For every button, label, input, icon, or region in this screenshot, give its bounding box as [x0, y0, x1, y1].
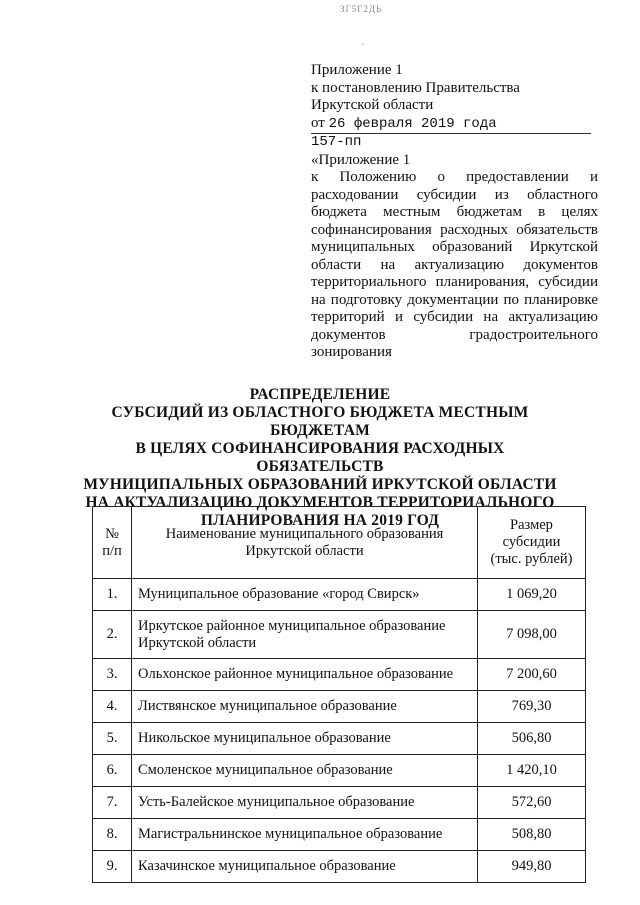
header-name-line: Иркутской области — [245, 542, 364, 559]
row-number: 6. — [93, 755, 132, 787]
row-name: Магистральнинское муниципальное образование — [132, 819, 478, 851]
row-number: 4. — [93, 691, 132, 723]
row-amount: 1 069,20 — [478, 579, 586, 611]
heading-line: СУБСИДИЙ ИЗ ОБЛАСТНОГО БЮДЖЕТА МЕСТНЫМ БЮДЖЕТАМ — [111, 404, 529, 439]
heading-line: МУНИЦИПАЛЬНЫХ ОБРАЗОВАНИЙ ИРКУТСКОЙ ОБЛАСТИ — [83, 476, 557, 493]
appendix-body-line: муниципальных образований Иркутской — [311, 239, 598, 255]
table-row — [93, 659, 586, 691]
row-number: 8. — [93, 819, 132, 851]
appendix-line-3: Иркутской области — [311, 97, 434, 113]
table-row — [93, 723, 586, 755]
table-row — [93, 691, 586, 723]
heading-line: РАСПРЕДЕЛЕНИЕ — [249, 386, 391, 403]
appendix-body-line: софинансирования расходных обязательств — [311, 221, 598, 238]
row-name: Ольхонское районное муниципальное образование — [132, 659, 478, 691]
appendix-date-line — [311, 115, 591, 135]
appendix-block — [311, 62, 598, 362]
row-amount: 7 200,60 — [478, 659, 586, 691]
appendix-number: 157-пп — [311, 134, 362, 150]
row-name: Муниципальное образование «город Свирск» — [132, 579, 478, 611]
row-amount: 506,80 — [478, 723, 586, 755]
appendix-body-line: области на актуализацию документов — [311, 256, 598, 273]
scan-dot-mark: · — [361, 40, 365, 51]
appendix-body-line: документов градостроительного — [311, 326, 598, 343]
header-amount — [478, 507, 586, 579]
row-name: Казачинское муниципальное образование — [132, 851, 478, 883]
table-row — [93, 851, 586, 883]
table-row — [93, 755, 586, 787]
appendix-inner-title: «Приложение 1 — [311, 151, 411, 168]
appendix-body-line: расходовании субсидии из областного — [311, 186, 598, 203]
appendix-body-line: зонирования — [311, 344, 392, 360]
row-amount: 572,60 — [478, 787, 586, 819]
heading-line: ПЛАНИРОВАНИЯ НА 2019 ГОД — [200, 512, 440, 529]
table-row — [93, 579, 586, 611]
header-amount-line: Размер — [510, 517, 553, 533]
row-amount: 949,80 — [478, 851, 586, 883]
appendix-line-1: Приложение 1 — [311, 62, 403, 78]
date-value: 26 февраля 2019 года — [328, 115, 497, 132]
row-number: 2. — [93, 611, 132, 659]
header-number — [93, 507, 132, 579]
header-name — [132, 507, 478, 579]
row-name: Смоленское муниципальное образование — [132, 755, 478, 787]
heading-line: В ЦЕЛЯХ СОФИНАНСИРОВАНИЯ РАСХОДНЫХ ОБЯЗАТЕЛЬСТВ — [135, 440, 505, 475]
table-row — [93, 611, 586, 659]
table-row — [93, 787, 586, 819]
row-amount: 7 098,00 — [478, 611, 586, 659]
header-amount-line: субсидии — [502, 534, 561, 550]
appendix-line-2: к постановлению Правительства — [311, 79, 520, 96]
row-number: 9. — [93, 851, 132, 883]
date-prefix: от — [311, 114, 325, 131]
appendix-body-line: территориального планирования, субсидии — [311, 274, 598, 290]
appendix-body-line: на подготовку документации по планировке — [311, 291, 598, 308]
row-number: 3. — [93, 659, 132, 691]
appendix-body-line: бюджета местным бюджетам в целях — [311, 204, 598, 220]
heading-line: НА АКТУАЛИЗАЦИЮ ДОКУМЕНТОВ ТЕРРИТОРИАЛЬНОГО — [85, 494, 555, 511]
header-number-line: № — [105, 525, 119, 542]
row-amount: 1 420,10 — [478, 755, 586, 787]
header-number-line: п/п — [102, 542, 122, 559]
row-number: 7. — [93, 787, 132, 819]
row-number: 5. — [93, 723, 132, 755]
header-amount-line: (тыс. рублей) — [490, 551, 573, 567]
appendix-body-line: к Положению о предоставлении и — [311, 169, 598, 185]
table-header-row — [93, 507, 586, 579]
row-number: 1. — [93, 579, 132, 611]
appendix-body-line: территорий и субсидии на актуализацию — [311, 309, 598, 325]
row-name: Листвянское муниципальное образование — [132, 691, 478, 723]
row-amount: 769,30 — [478, 691, 586, 723]
row-name: Иркутское районное муниципальное образование Иркутской области — [132, 611, 478, 659]
scan-stamp-mark: ЗГ5Г2ДЬ — [340, 4, 383, 14]
table-row — [93, 819, 586, 851]
row-amount: 508,80 — [478, 819, 586, 851]
row-name: Усть-Балейское муниципальное образование — [132, 787, 478, 819]
row-name: Никольское муниципальное образование — [132, 723, 478, 755]
header-name-line: Наименование муниципального образования — [165, 525, 444, 542]
subsidy-table — [92, 506, 586, 883]
